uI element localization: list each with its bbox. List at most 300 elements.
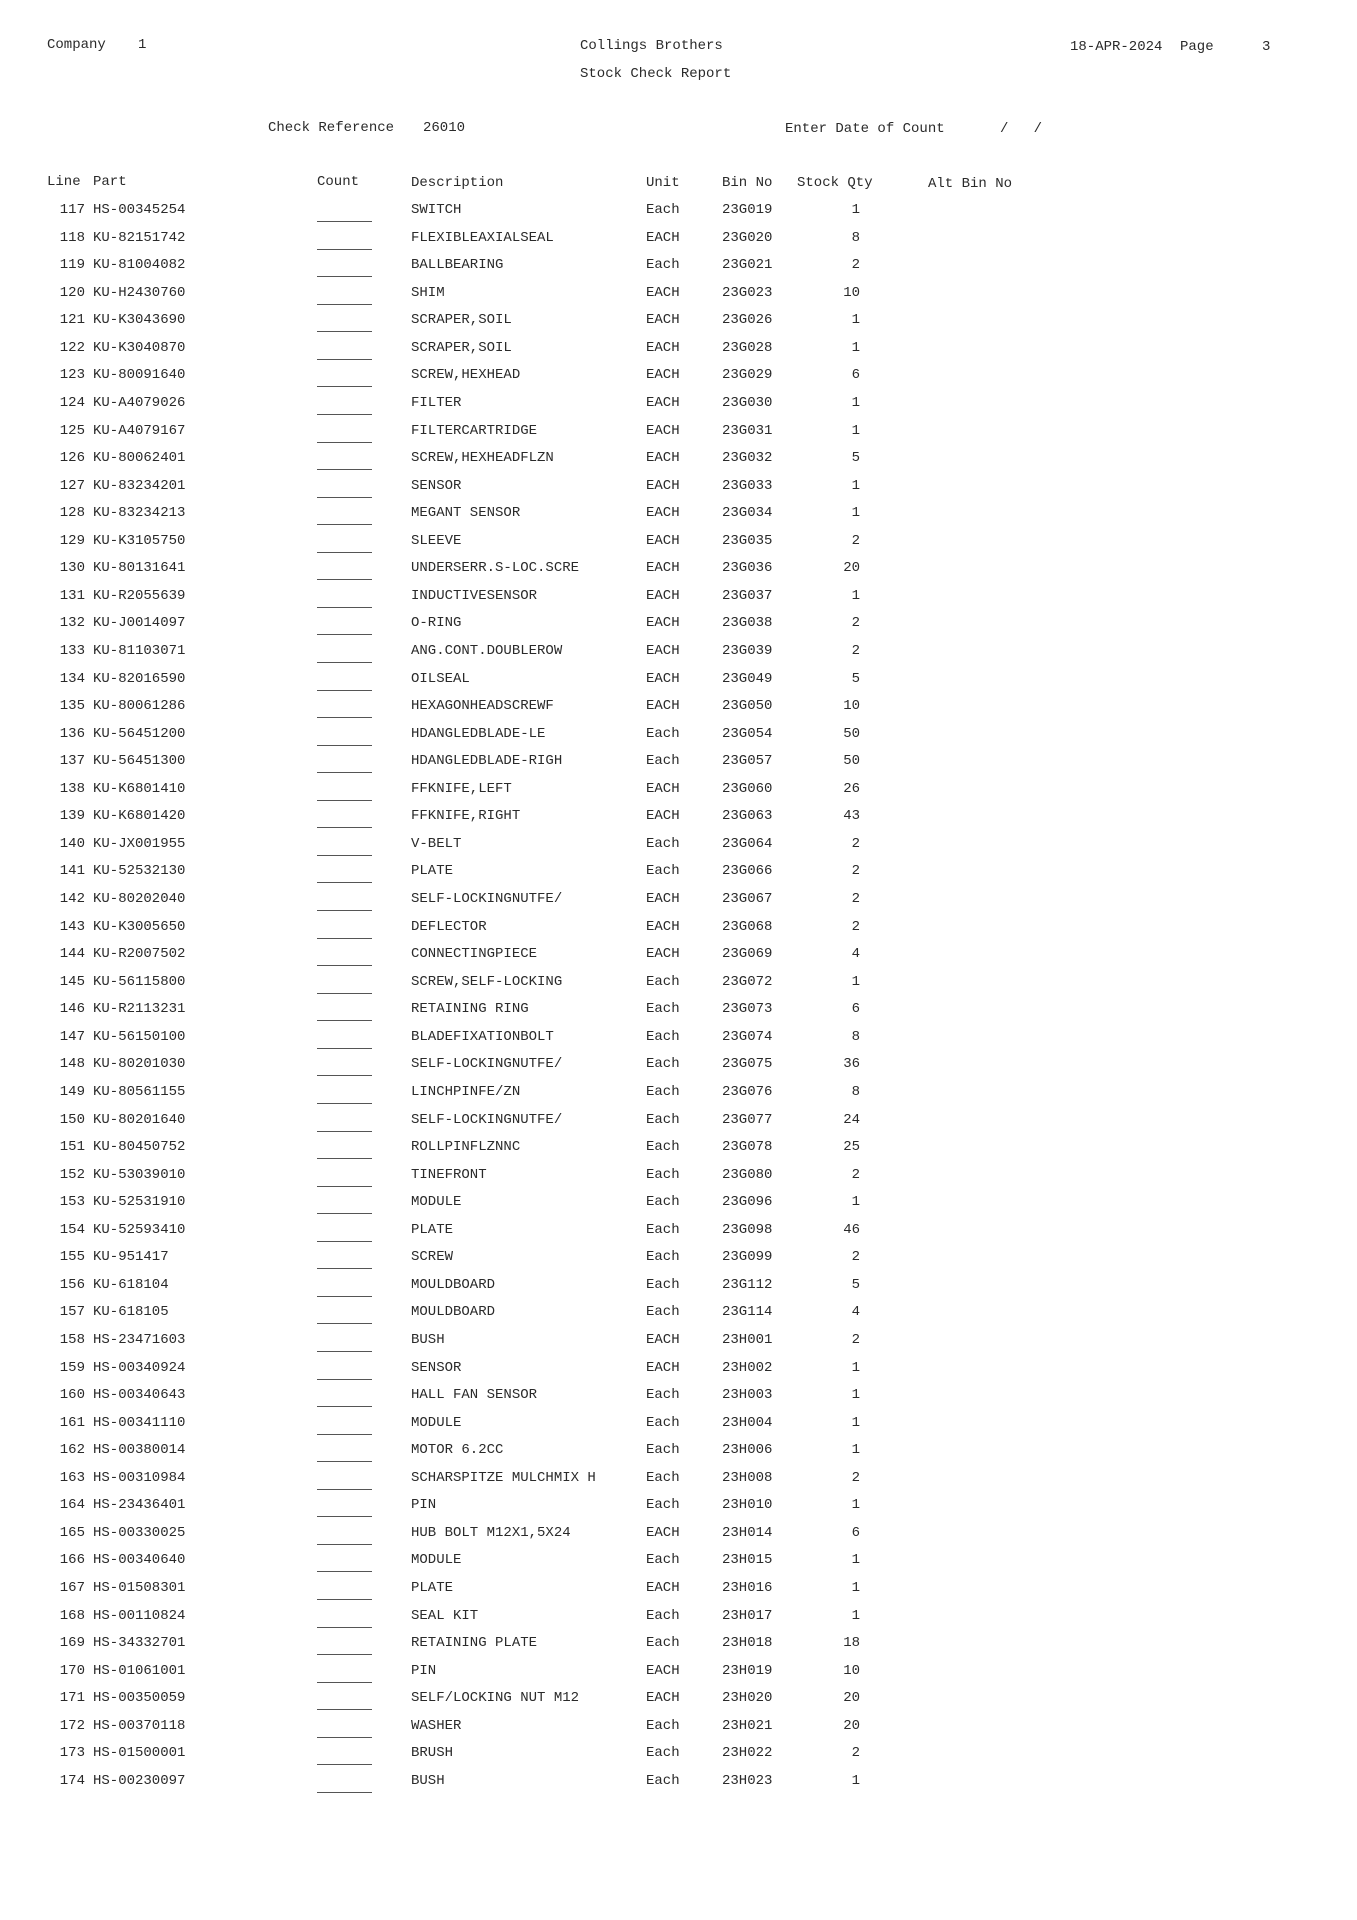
count-blank[interactable] [317, 1418, 372, 1435]
table-row [0, 422, 1357, 444]
stock-qty: 2 [851, 1745, 860, 1762]
table-row [0, 1579, 1357, 1601]
bin-number: 23H014 [722, 1524, 773, 1541]
description: PIN [411, 1662, 437, 1679]
description: SELF-LOCKINGNUTFE/ [411, 1111, 563, 1128]
count-blank[interactable] [317, 1528, 372, 1545]
description: SCREW,HEXHEADFLZN [411, 450, 554, 466]
unit: EACH [646, 1359, 680, 1376]
part-number: KU-52593410 [93, 1221, 186, 1238]
count-blank[interactable] [317, 1473, 372, 1490]
part-number: KU-52531910 [93, 1194, 186, 1211]
bin-number: 23G063 [722, 808, 773, 825]
table-row [0, 477, 1357, 499]
count-blank[interactable] [317, 949, 372, 966]
column-header-part: Part [93, 174, 127, 190]
table-row [0, 670, 1357, 692]
count-blank[interactable] [317, 1307, 372, 1324]
unit: EACH [646, 477, 680, 494]
count-blank[interactable] [317, 1748, 372, 1765]
stock-qty: 2 [851, 532, 860, 549]
count-blank[interactable] [317, 1390, 372, 1407]
table-row [0, 1276, 1357, 1298]
count-blank[interactable] [317, 1611, 372, 1628]
bin-number: 23H018 [722, 1635, 773, 1652]
stock-qty: 10 [843, 698, 860, 715]
bin-number: 23G080 [722, 1166, 773, 1183]
count-blank[interactable] [317, 508, 372, 525]
count-blank[interactable] [317, 1032, 372, 1049]
stock-qty: 1 [851, 422, 860, 439]
description: MODULE [411, 1194, 462, 1211]
count-blank[interactable] [317, 1335, 372, 1352]
part-number: KU-80061286 [93, 698, 186, 715]
unit: EACH [646, 891, 680, 907]
bin-number: 23G075 [722, 1056, 773, 1073]
count-blank[interactable] [317, 618, 372, 635]
part-number: KU-K3043690 [93, 312, 186, 329]
count-blank[interactable] [317, 1500, 372, 1517]
count-blank[interactable] [317, 1693, 372, 1710]
line-number: 127 [59, 477, 85, 494]
bin-number: 23H003 [722, 1387, 773, 1404]
part-number: KU-80202040 [93, 891, 186, 907]
part-number: KU-618104 [93, 1276, 169, 1293]
stock-qty: 1 [851, 477, 860, 494]
table-row [0, 807, 1357, 829]
unit: EACH [646, 918, 680, 935]
check-reference-label: Check Reference [268, 120, 395, 136]
line-number: 131 [59, 587, 85, 604]
count-blank[interactable] [317, 1721, 372, 1738]
line-number: 169 [59, 1635, 85, 1652]
unit: Each [646, 1607, 680, 1624]
description: SCRAPER,SOIL [411, 339, 512, 356]
table-row [0, 1634, 1357, 1656]
part-number: KU-56451200 [93, 725, 186, 742]
bin-number: 23G050 [722, 698, 773, 715]
table-row [0, 725, 1357, 747]
count-blank[interactable] [317, 674, 372, 691]
part-number: HS-01061001 [93, 1662, 186, 1679]
stock-qty: 5 [851, 1276, 860, 1293]
table-row [0, 229, 1357, 251]
stock-qty: 1 [851, 1580, 860, 1596]
table-row [0, 587, 1357, 609]
count-blank[interactable] [317, 811, 372, 828]
page-number: 3 [1262, 39, 1271, 55]
unit: Each [646, 973, 680, 990]
part-number: KU-951417 [93, 1249, 169, 1266]
unit: EACH [646, 615, 680, 632]
stock-qty: 50 [843, 753, 860, 770]
count-blank[interactable] [317, 1115, 372, 1132]
table-row [0, 1551, 1357, 1573]
count-blank[interactable] [317, 756, 372, 773]
description: BRUSH [411, 1745, 454, 1762]
count-blank[interactable] [317, 646, 372, 663]
stock-qty: 4 [851, 1304, 860, 1321]
unit: EACH [646, 532, 680, 549]
line-number: 141 [59, 863, 85, 880]
part-number: HS-00341110 [93, 1414, 186, 1431]
stock-qty: 25 [843, 1139, 860, 1155]
table-row [0, 559, 1357, 581]
count-blank[interactable] [317, 1363, 372, 1380]
count-blank[interactable] [317, 784, 372, 801]
stock-qty: 5 [851, 450, 860, 466]
part-number: HS-00370118 [93, 1717, 186, 1734]
line-number: 135 [59, 698, 85, 715]
stock-qty: 1 [851, 394, 860, 411]
column-header-bin: Bin No [722, 175, 773, 191]
count-blank[interactable] [317, 894, 372, 911]
part-number: KU-H2430760 [93, 284, 186, 301]
unit: Each [646, 863, 680, 880]
table-row [0, 918, 1357, 940]
count-blank[interactable] [317, 343, 372, 360]
stock-qty: 1 [851, 339, 860, 356]
unit: Each [646, 1001, 680, 1018]
bin-number: 23G076 [722, 1083, 773, 1100]
unit: Each [646, 257, 680, 274]
company-label: Company [47, 37, 106, 53]
part-number: KU-80062401 [93, 450, 186, 466]
count-blank[interactable] [317, 591, 372, 608]
table-row [0, 1193, 1357, 1215]
count-blank[interactable] [317, 1197, 372, 1214]
part-number: HS-00110824 [93, 1607, 186, 1624]
unit: Each [646, 1772, 680, 1789]
part-number: HS-00345254 [93, 202, 186, 218]
description: SELF/LOCKING NUT M12 [411, 1690, 580, 1707]
count-blank[interactable] [317, 1004, 372, 1021]
count-blank[interactable] [317, 1583, 372, 1600]
line-number: 134 [59, 670, 85, 687]
bin-number: 23G030 [722, 394, 773, 411]
description: SENSOR [411, 477, 462, 494]
count-blank[interactable] [317, 1638, 372, 1655]
unit: Each [646, 753, 680, 770]
unit: EACH [646, 450, 680, 466]
line-number: 173 [59, 1745, 85, 1762]
part-number: KU-52532130 [93, 863, 186, 880]
stock-qty: 4 [851, 946, 860, 963]
part-number: KU-80201030 [93, 1056, 186, 1073]
description: MOULDBOARD [411, 1304, 496, 1321]
unit: Each [646, 1111, 680, 1128]
bin-number: 23G072 [722, 973, 773, 990]
part-number: HS-01508301 [93, 1580, 186, 1596]
line-number: 156 [59, 1276, 85, 1293]
stock-qty: 6 [851, 367, 860, 384]
unit: EACH [646, 560, 680, 577]
count-blank[interactable] [317, 315, 372, 332]
table-row [0, 366, 1357, 388]
part-number: HS-00380014 [93, 1442, 186, 1459]
stock-qty: 2 [851, 643, 860, 659]
table-row [0, 862, 1357, 884]
count-blank[interactable] [317, 701, 372, 718]
description: HDANGLEDBLADE-RIGH [411, 753, 563, 770]
line-number: 155 [59, 1249, 85, 1266]
stock-qty: 1 [851, 505, 860, 522]
unit: EACH [646, 670, 680, 687]
part-number: HS-00340924 [93, 1359, 186, 1376]
table-row [0, 1111, 1357, 1133]
stock-qty: 1 [851, 202, 860, 218]
count-blank[interactable] [317, 1225, 372, 1242]
company-name: Collings Brothers [580, 38, 723, 54]
description: BLADEFIXATIONBOLT [411, 1028, 554, 1045]
stock-qty: 6 [851, 1524, 860, 1541]
line-number: 168 [59, 1607, 85, 1624]
column-header-count: Count [317, 174, 360, 190]
bin-number: 23G026 [722, 312, 773, 329]
line-number: 118 [59, 229, 85, 246]
count-blank[interactable] [317, 453, 372, 470]
bin-number: 23H021 [722, 1717, 773, 1734]
count-blank[interactable] [317, 1087, 372, 1104]
column-header-stock-qty: Stock Qty [797, 175, 873, 191]
line-number: 129 [59, 532, 85, 549]
line-number: 133 [59, 643, 85, 659]
count-blank[interactable] [317, 1666, 372, 1683]
stock-qty: 10 [843, 284, 860, 301]
count-blank[interactable] [317, 288, 372, 305]
table-row [0, 1496, 1357, 1518]
description: BUSH [411, 1332, 445, 1348]
count-blank[interactable] [317, 977, 372, 994]
count-blank[interactable] [317, 233, 372, 250]
bin-number: 23G054 [722, 725, 773, 742]
table-row [0, 1717, 1357, 1739]
stock-qty: 46 [843, 1221, 860, 1238]
description: MEGANT SENSOR [411, 505, 521, 522]
description: V-BELT [411, 835, 462, 852]
part-number: KU-81004082 [93, 257, 186, 274]
line-number: 132 [59, 615, 85, 632]
table-row [0, 532, 1357, 554]
line-number: 158 [59, 1332, 85, 1348]
table-row [0, 1662, 1357, 1684]
description: SELF-LOCKINGNUTFE/ [411, 1056, 563, 1073]
table-row [0, 1221, 1357, 1243]
bin-number: 23H023 [722, 1772, 773, 1789]
stock-qty: 1 [851, 1359, 860, 1376]
unit: EACH [646, 698, 680, 715]
line-number: 140 [59, 835, 85, 852]
part-number: KU-R2007502 [93, 946, 186, 963]
line-number: 144 [59, 946, 85, 963]
description: SCREW,SELF-LOCKING [411, 973, 563, 990]
bin-number: 23G020 [722, 229, 773, 246]
unit: EACH [646, 1690, 680, 1707]
stock-qty: 24 [843, 1111, 860, 1128]
description: OILSEAL [411, 670, 470, 687]
unit: EACH [646, 1524, 680, 1541]
unit: EACH [646, 505, 680, 522]
stock-qty: 2 [851, 1249, 860, 1266]
description: FILTER [411, 394, 462, 411]
part-number: KU-K3105750 [93, 532, 186, 549]
bin-number: 23G033 [722, 477, 773, 494]
bin-number: 23H006 [722, 1442, 773, 1459]
count-blank[interactable] [317, 481, 372, 498]
bin-number: 23G067 [722, 891, 773, 907]
count-blank[interactable] [317, 426, 372, 443]
count-blank[interactable] [317, 398, 372, 415]
table-row [0, 752, 1357, 774]
count-blank[interactable] [317, 260, 372, 277]
check-reference-value: 26010 [423, 120, 466, 136]
table-row [0, 1303, 1357, 1325]
page-label: Page [1180, 39, 1214, 55]
count-blank[interactable] [317, 205, 372, 222]
description: SHIM [411, 284, 445, 301]
bin-number: 23G098 [722, 1221, 773, 1238]
count-blank[interactable] [317, 1555, 372, 1572]
part-number: KU-82151742 [93, 229, 186, 246]
company-number: 1 [138, 37, 147, 53]
description: BALLBEARING [411, 257, 504, 274]
table-row [0, 1744, 1357, 1766]
line-number: 126 [59, 450, 85, 466]
count-blank[interactable] [317, 922, 372, 939]
bin-number: 23G038 [722, 615, 773, 632]
table-row [0, 1359, 1357, 1381]
description: WASHER [411, 1717, 462, 1734]
table-row [0, 201, 1357, 223]
description: SCRAPER,SOIL [411, 312, 512, 329]
table-row [0, 1083, 1357, 1105]
table-row [0, 973, 1357, 995]
line-number: 146 [59, 1001, 85, 1018]
bin-number: 23G068 [722, 918, 773, 935]
stock-qty: 1 [851, 1442, 860, 1459]
line-number: 165 [59, 1524, 85, 1541]
count-blank[interactable] [317, 1142, 372, 1159]
count-blank[interactable] [317, 563, 372, 580]
unit: Each [646, 1552, 680, 1569]
stock-qty: 2 [851, 1469, 860, 1486]
bin-number: 23G036 [722, 560, 773, 577]
line-number: 151 [59, 1139, 85, 1155]
unit: EACH [646, 367, 680, 384]
description: SLEEVE [411, 532, 462, 549]
stock-qty: 2 [851, 257, 860, 274]
table-row [0, 1138, 1357, 1160]
part-number: KU-80131641 [93, 560, 186, 577]
part-number: KU-618105 [93, 1304, 169, 1321]
stock-qty: 1 [851, 973, 860, 990]
count-blank[interactable] [317, 1059, 372, 1076]
description: BUSH [411, 1772, 445, 1789]
unit: Each [646, 1497, 680, 1514]
unit: Each [646, 1056, 680, 1073]
unit: EACH [646, 312, 680, 329]
count-blank[interactable] [317, 1252, 372, 1269]
bin-number: 23H002 [722, 1359, 773, 1376]
description: O-RING [411, 615, 462, 632]
table-row [0, 1028, 1357, 1050]
unit: Each [646, 1166, 680, 1183]
line-number: 137 [59, 753, 85, 770]
unit: Each [646, 1387, 680, 1404]
stock-qty: 1 [851, 1387, 860, 1404]
part-number: HS-34332701 [93, 1635, 186, 1652]
table-row [0, 697, 1357, 719]
bin-number: 23G074 [722, 1028, 773, 1045]
bin-number: 23G099 [722, 1249, 773, 1266]
part-number: KU-A4079026 [93, 394, 186, 411]
part-number: KU-K3005650 [93, 918, 186, 935]
bin-number: 23G049 [722, 670, 773, 687]
count-blank[interactable] [317, 866, 372, 883]
bin-number: 23G023 [722, 284, 773, 301]
count-blank[interactable] [317, 536, 372, 553]
description: SCHARSPITZE MULCHMIX H [411, 1469, 596, 1486]
table-row [0, 642, 1357, 664]
bin-number: 23G069 [722, 946, 773, 963]
description: CONNECTINGPIECE [411, 946, 538, 963]
unit: EACH [646, 339, 680, 356]
unit: Each [646, 1276, 680, 1293]
part-number: HS-23436401 [93, 1497, 186, 1514]
part-number: KU-80450752 [93, 1139, 186, 1155]
bin-number: 23H019 [722, 1662, 773, 1679]
unit: EACH [646, 422, 680, 439]
part-number: HS-00310984 [93, 1469, 186, 1486]
line-number: 159 [59, 1359, 85, 1376]
line-number: 162 [59, 1442, 85, 1459]
table-row [0, 311, 1357, 333]
part-number: KU-81103071 [93, 643, 186, 659]
line-number: 172 [59, 1717, 85, 1734]
part-number: KU-JX001955 [93, 835, 186, 852]
table-row [0, 1000, 1357, 1022]
part-number: KU-83234213 [93, 505, 186, 522]
count-blank[interactable] [317, 729, 372, 746]
unit: EACH [646, 946, 680, 963]
table-row [0, 1607, 1357, 1629]
count-blank[interactable] [317, 839, 372, 856]
description: FFKNIFE,RIGHT [411, 808, 521, 825]
unit: Each [646, 1745, 680, 1762]
description: HDANGLEDBLADE-LE [411, 725, 546, 742]
count-blank[interactable] [317, 1776, 372, 1793]
bin-number: 23G019 [722, 202, 773, 218]
description: ROLLPINFLZNNC [411, 1139, 521, 1155]
count-blank[interactable] [317, 370, 372, 387]
count-blank[interactable] [317, 1445, 372, 1462]
description: UNDERSERR.S-LOC.SCRE [411, 560, 580, 577]
bin-number: 23H020 [722, 1690, 773, 1707]
column-header-unit: Unit [646, 175, 680, 191]
count-blank[interactable] [317, 1280, 372, 1297]
description: LINCHPINFE/ZN [411, 1083, 521, 1100]
line-number: 138 [59, 780, 85, 797]
line-number: 174 [59, 1772, 85, 1789]
bin-number: 23G114 [722, 1304, 773, 1321]
bin-number: 23G077 [722, 1111, 773, 1128]
description: SCREW,HEXHEAD [411, 367, 521, 384]
table-row [0, 1386, 1357, 1408]
stock-qty: 10 [843, 1662, 860, 1679]
part-number: KU-K6801410 [93, 780, 186, 797]
count-blank[interactable] [317, 1170, 372, 1187]
line-number: 152 [59, 1166, 85, 1183]
